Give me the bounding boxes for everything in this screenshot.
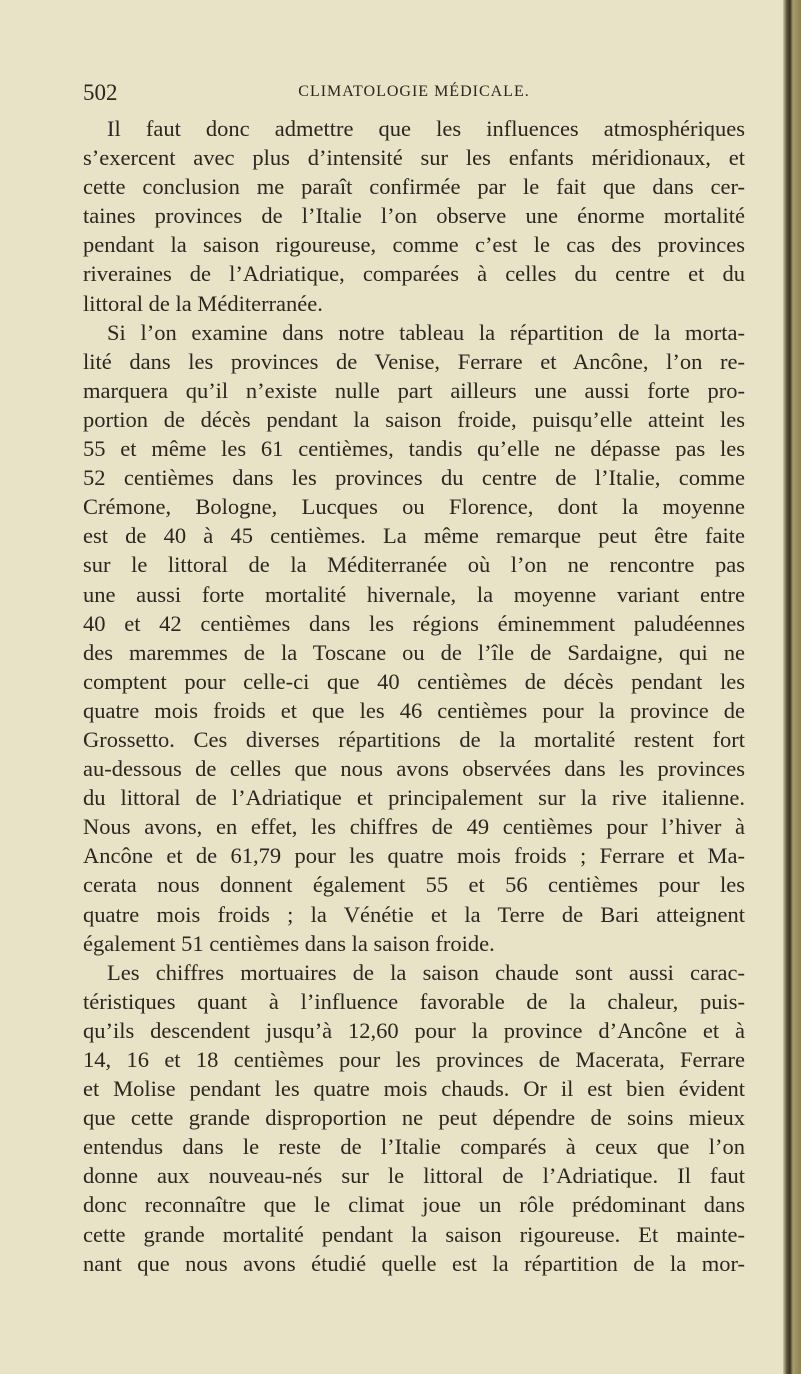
- text-line: est de 40 à 45 centièmes. La même remarque peut être faite: [83, 523, 745, 549]
- page-number: 502: [83, 80, 118, 105]
- text-line: du littoral de l’Adriatique et principalement sur la rive italienne.: [83, 785, 745, 811]
- text-line: donne aux nouveau-nés sur le littoral de l’Adriatique. Il faut: [83, 1163, 745, 1189]
- book-gutter-edge: [783, 0, 801, 1374]
- text-line: Grossetto. Ces diverses répartitions de la mortalité restent fort: [83, 726, 745, 752]
- text-line: des maremmes de la Toscane ou de l’île de Sardaigne, qui ne: [83, 639, 745, 665]
- text-line: s’exercent avec plus d’intensité sur les enfants méridionaux, et: [83, 145, 745, 171]
- paragraph: [83, 318, 745, 958]
- text-line: lité dans les provinces de Venise, Ferrare et Ancône, l’on re-: [83, 348, 745, 374]
- text-line: cerata nous donnent également 55 et 56 centièmes pour les: [83, 872, 745, 898]
- text-line: qu’ils descendent jusqu’à 12,60 pour la province d’Ancône et à: [83, 1017, 745, 1043]
- text-line: Il faut donc admettre que les influences atmosphériques: [107, 116, 745, 141]
- text-line: Les chiffres mortuaires de la saison chaude sont aussi carac-: [107, 959, 745, 985]
- text-line: 52 centièmes dans les provinces du centre de l’Italie, comme: [83, 465, 745, 491]
- text-line: 14, 16 et 18 centièmes pour les provinces de Macerata, Ferrare: [83, 1047, 745, 1072]
- text-line: une aussi forte mortalité hivernale, la moyenne variant entre: [83, 581, 745, 607]
- text-line: cette conclusion me paraît confirmée par le fait que dans cer-: [83, 174, 745, 200]
- text-line: Si l’on examine dans notre tableau la répartition de la morta-: [107, 319, 745, 345]
- page-header: [83, 80, 745, 110]
- text-line: Crémone, Bologne, Lucques ou Florence, dont la moyenne: [83, 494, 745, 520]
- page-body: [83, 114, 745, 1278]
- text-line: Nous avons, en effet, les chiffres de 49 centièmes pour l’hiver à: [83, 814, 745, 840]
- text-line: quatre mois froids ; la Vénétie et la Terre de Bari atteignent: [83, 901, 745, 927]
- text-line: et Molise pendant les quatre mois chauds. Or il est bien évident: [83, 1076, 745, 1102]
- text-line: riveraines de l’Adriatique, comparées à celles du centre et du: [83, 261, 745, 287]
- text-line: téristiques quant à l’influence favorable de la chaleur, puis-: [83, 988, 745, 1014]
- text-line: marquera qu’il n’existe nulle part ailleurs une aussi forte pro-: [83, 377, 745, 403]
- text-line: Ancône et de 61,79 pour les quatre mois froids ; Ferrare et Ma-: [83, 843, 745, 869]
- text-line: donc reconnaître que le climat joue un rôle prédominant dans: [83, 1192, 745, 1218]
- paragraph: [83, 114, 745, 318]
- text-line: entendus dans le reste de l’Italie comparés à ceux que l’on: [83, 1134, 745, 1160]
- text-line: que cette grande disproportion ne peut dépendre de soins mieux: [83, 1105, 745, 1131]
- text-line: taines provinces de l’Italie l’on observe une énorme mortalité: [83, 203, 745, 229]
- text-line: 55 et même les 61 centièmes, tandis qu’elle ne dépasse pas les: [83, 436, 745, 462]
- text-line: pendant la saison rigoureuse, comme c’est le cas des provinces: [83, 232, 745, 258]
- running-title: CLIMATOLOGIE MÉDICALE.: [298, 83, 530, 100]
- text-line: sur le littoral de la Méditerranée où l’on ne rencontre pas: [83, 552, 745, 578]
- text-line: nant que nous avons étudié quelle est la répartition de la mor-: [83, 1250, 745, 1276]
- paragraph: [83, 958, 745, 1278]
- text-line: cette grande mortalité pendant la saison rigoureuse. Et mainte-: [83, 1221, 745, 1247]
- text-line: au-dessous de celles que nous avons observées dans les provinces: [83, 756, 745, 782]
- text-line: comptent pour celle-ci que 40 centièmes de décès pendant les: [83, 668, 745, 694]
- text-line: également 51 centièmes dans la saison froide.: [83, 930, 495, 956]
- text-line: 40 et 42 centièmes dans les régions éminemment paludéennes: [83, 610, 745, 636]
- text-line: quatre mois froids et que les 46 centièmes pour la province de: [83, 697, 745, 723]
- text-line: littoral de la Méditerranée.: [83, 290, 323, 316]
- text-line: portion de décès pendant la saison froide, puisqu’elle atteint les: [83, 406, 745, 432]
